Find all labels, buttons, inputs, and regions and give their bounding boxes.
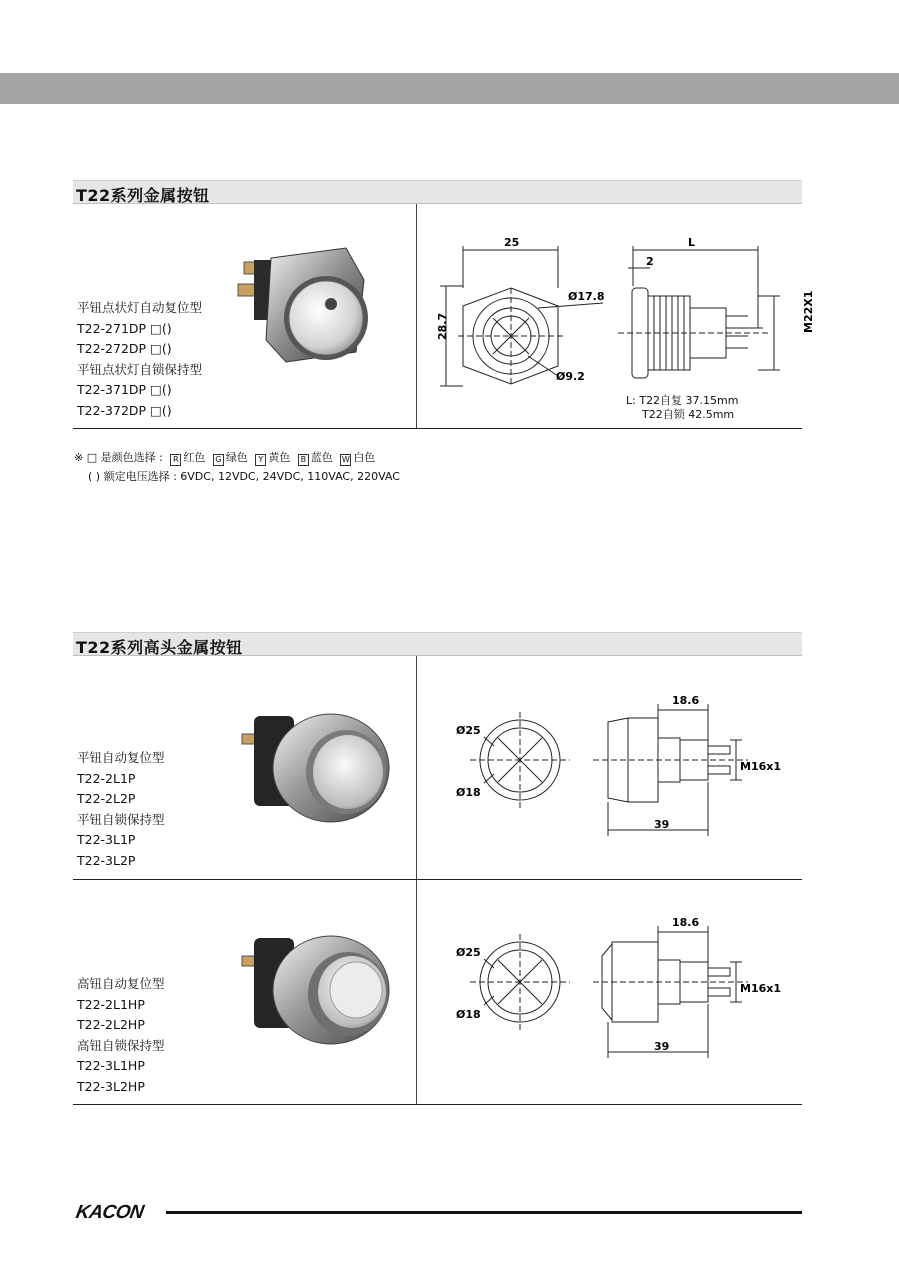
product-line: T22-3L1P bbox=[77, 832, 136, 847]
product-line: T22-272DP □() bbox=[77, 341, 172, 356]
product-photo bbox=[236, 706, 396, 836]
product-line: T22-271DP □() bbox=[77, 320, 172, 336]
row-rule bbox=[73, 879, 802, 880]
product-list bbox=[77, 298, 202, 421]
dim-label: Ø25 bbox=[456, 946, 481, 959]
dim-label: 18.6 bbox=[672, 694, 700, 707]
voltage-note: ( ) 额定电压选择 : 6VDC, 12VDC, 24VDC, 110VAC, 220VAC bbox=[88, 470, 400, 483]
dim-label: 18.6 bbox=[672, 916, 700, 929]
color-code: Y bbox=[255, 454, 266, 466]
dim-label: Ø25 bbox=[456, 724, 481, 737]
product-line: T22-3L1HP bbox=[77, 1058, 145, 1073]
section-header bbox=[73, 632, 802, 656]
product-line: T22-372DP □() bbox=[77, 402, 172, 418]
column-divider bbox=[416, 204, 417, 428]
product-line: T22-2L2HP bbox=[77, 1017, 145, 1032]
dim-label: M16x1 bbox=[740, 982, 782, 995]
dim-label: Ø9.2 bbox=[556, 370, 585, 383]
footer-rule bbox=[166, 1211, 802, 1214]
dimension-drawing bbox=[418, 228, 815, 423]
length-prefix: L: bbox=[626, 394, 636, 407]
dimension-drawing bbox=[418, 690, 802, 840]
product-line: 平钮自动复位型 bbox=[77, 750, 165, 765]
color-label: ※ □ 是颜色选择 : bbox=[74, 451, 163, 464]
product-line: 高钮自锁保持型 bbox=[77, 1037, 165, 1053]
color-name: 白色 bbox=[353, 451, 376, 464]
section-title: T22系列金属按钮 bbox=[76, 186, 210, 205]
section-header bbox=[73, 180, 802, 204]
dim-label: M22X1 bbox=[802, 290, 815, 333]
product-line: T22-3L2P bbox=[77, 852, 136, 868]
color-name: 黄色 bbox=[268, 451, 291, 464]
product-list bbox=[77, 748, 165, 871]
dim-label: Ø17.8 bbox=[568, 290, 605, 303]
section-bottom-rule bbox=[73, 1104, 802, 1105]
product-line: 平钮点状灯自动复位型 bbox=[77, 300, 203, 315]
color-code: W bbox=[341, 455, 350, 464]
dim-label: M16x1 bbox=[740, 760, 782, 773]
dim-label: 39 bbox=[654, 1040, 670, 1053]
color-note bbox=[74, 449, 375, 466]
product-line: 平钮点状灯自锁保持型 bbox=[77, 361, 203, 377]
brand-logo: KACON bbox=[74, 1202, 146, 1223]
dim-label: L bbox=[688, 236, 696, 249]
product-line: 高钮自动复位型 bbox=[77, 976, 165, 991]
section-bottom-rule bbox=[73, 428, 802, 429]
section-title: T22系列高头金属按钮 bbox=[76, 638, 243, 657]
product-photo bbox=[236, 240, 376, 380]
product-list bbox=[77, 974, 165, 1097]
color-name: 绿色 bbox=[225, 451, 248, 464]
dim-label: Ø18 bbox=[456, 1008, 481, 1021]
product-line: T22-371DP □() bbox=[77, 382, 172, 397]
product-line: T22-2L1HP bbox=[77, 996, 145, 1012]
dimension-drawing bbox=[418, 912, 802, 1062]
color-name: 红色 bbox=[183, 451, 206, 464]
column-divider bbox=[416, 656, 417, 1104]
dim-label: 2 bbox=[646, 255, 654, 268]
product-line: T22-2L1P bbox=[77, 770, 136, 786]
color-code: B bbox=[298, 454, 309, 466]
dim-label: 25 bbox=[504, 236, 520, 249]
color-code: G bbox=[213, 454, 224, 466]
dim-label: 39 bbox=[654, 818, 670, 831]
color-name: 蓝色 bbox=[310, 451, 333, 464]
product-line: 平钮自锁保持型 bbox=[77, 811, 165, 827]
color-code: R bbox=[170, 454, 181, 466]
dim-label: 28.7 bbox=[436, 312, 449, 340]
length-note bbox=[626, 394, 738, 422]
length-reset: T22自复 37.15mm bbox=[639, 394, 739, 407]
product-line: T22-2L2P bbox=[77, 791, 136, 806]
product-line: T22-3L2HP bbox=[77, 1078, 145, 1094]
top-banner bbox=[0, 73, 899, 104]
length-latch: T22自锁 42.5mm bbox=[642, 408, 735, 421]
dim-label: Ø18 bbox=[456, 786, 481, 799]
product-photo bbox=[236, 928, 396, 1058]
